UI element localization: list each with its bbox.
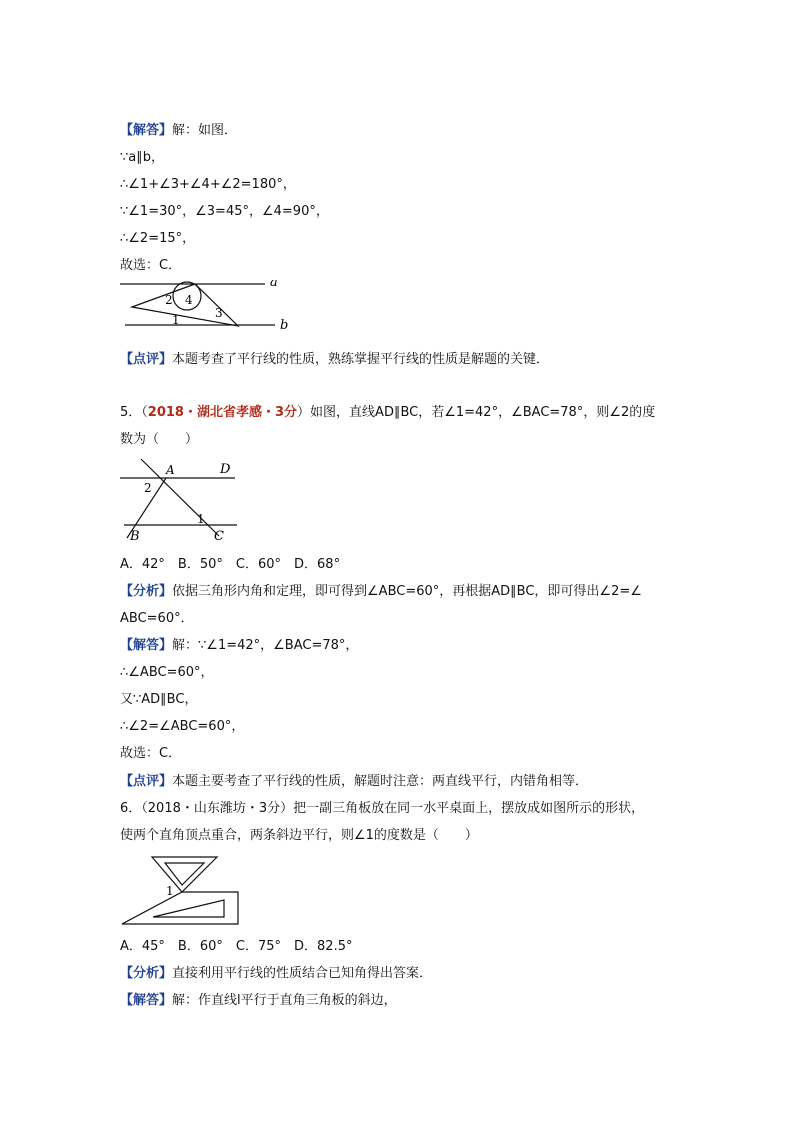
analysis-line-cont: ABC=60°． — [120, 611, 194, 626]
label-a: a — [270, 280, 278, 290]
label-angle-4: 4 — [185, 293, 193, 307]
answer-line — [120, 637, 358, 655]
question-number: 5． — [120, 405, 142, 420]
question-5-options: A．42° B．50° C．60° D．68° — [120, 557, 341, 572]
question-5-stem-cont: 数为（ ） — [120, 432, 199, 447]
paren: ） — [297, 405, 311, 420]
question-5-stem — [120, 404, 655, 422]
label-angle-1: 1 — [172, 313, 180, 327]
analysis-line — [120, 965, 432, 983]
solution-line: ∴∠ABC=60°， — [120, 665, 214, 680]
answer-line — [120, 992, 397, 1010]
review-tag: 【点评】 — [120, 774, 173, 789]
label-A: A — [166, 463, 175, 477]
label-angle-1: 1 — [166, 884, 174, 898]
solution-line: ∴∠1+∠3+∠4+∠2=180°， — [120, 177, 296, 192]
label-B: B — [130, 529, 140, 542]
answer-text: 解：作直线l平行于直角三角板的斜边， — [172, 993, 397, 1008]
label-angle-3: 3 — [215, 306, 223, 320]
question-source: 2018・湖北省孝感・3分 — [147, 405, 298, 420]
label-D: D — [220, 462, 231, 477]
solution-line: 故选：C． — [120, 746, 182, 761]
solution-line: 又∵AD∥BC， — [120, 692, 198, 707]
review-text: 本题主要考查了平行线的性质，解题时注意：两直线平行，内错角相等． — [172, 774, 589, 789]
analysis-tag: 【分析】 — [120, 966, 173, 981]
figure-q5 — [120, 456, 250, 542]
solution-line: ∵∠1=30°，∠3=45°，∠4=90°， — [120, 204, 329, 219]
analysis-text: 直接利用平行线的性质结合已知角得出答案． — [172, 966, 433, 981]
solution-line: ∴∠2=∠ABC=60°， — [120, 719, 245, 734]
figure-parallel-lines-triangle — [120, 280, 300, 340]
label-C: C — [214, 529, 224, 542]
label-angle-2: 2 — [165, 293, 173, 307]
answer-tag: 【解答】 — [120, 638, 173, 653]
analysis-text: 依据三角形内角和定理，即可得到∠ABC=60°，再根据AD∥BC，即可得出∠2=∠ — [172, 584, 642, 599]
answer-text: 解：如图． — [172, 123, 238, 138]
review-text: 本题考查了平行线的性质，熟练掌握平行线的性质是解题的关键． — [172, 352, 550, 367]
question-6-options: A．45° B．60° C．75° D．82.5° — [120, 939, 353, 954]
question-text: 如图，直线AD∥BC，若∠1=42°，∠BAC=78°，则∠2的度 — [310, 405, 656, 420]
solution-line: ∵a∥b， — [120, 150, 164, 165]
solution-line: 故选：C． — [120, 258, 182, 273]
analysis-line — [120, 583, 642, 601]
review-line — [120, 773, 588, 791]
review-line — [120, 351, 549, 369]
question-6-stem-cont: 使两个直角顶点重合，两条斜边平行，则∠1的度数是（ ） — [120, 828, 478, 843]
answer-tag: 【解答】 — [120, 993, 173, 1008]
answer-line — [120, 122, 237, 140]
label-angle-1: 1 — [197, 512, 205, 526]
label-angle-2: 2 — [144, 481, 152, 495]
question-6-stem: 6．（2018・山东潍坊・3分）把一副三角板放在同一水平桌面上，摆放成如图所示的形状， — [120, 801, 645, 816]
solution-line: ∴∠2=15°， — [120, 231, 196, 246]
figure-q6 — [120, 854, 250, 928]
answer-tag: 【解答】 — [120, 123, 173, 138]
label-b: b — [280, 318, 289, 333]
review-tag: 【点评】 — [120, 352, 173, 367]
analysis-tag: 【分析】 — [120, 584, 173, 599]
answer-text: 解：∵∠1=42°，∠BAC=78°， — [172, 638, 359, 653]
paren: （ — [141, 405, 148, 420]
